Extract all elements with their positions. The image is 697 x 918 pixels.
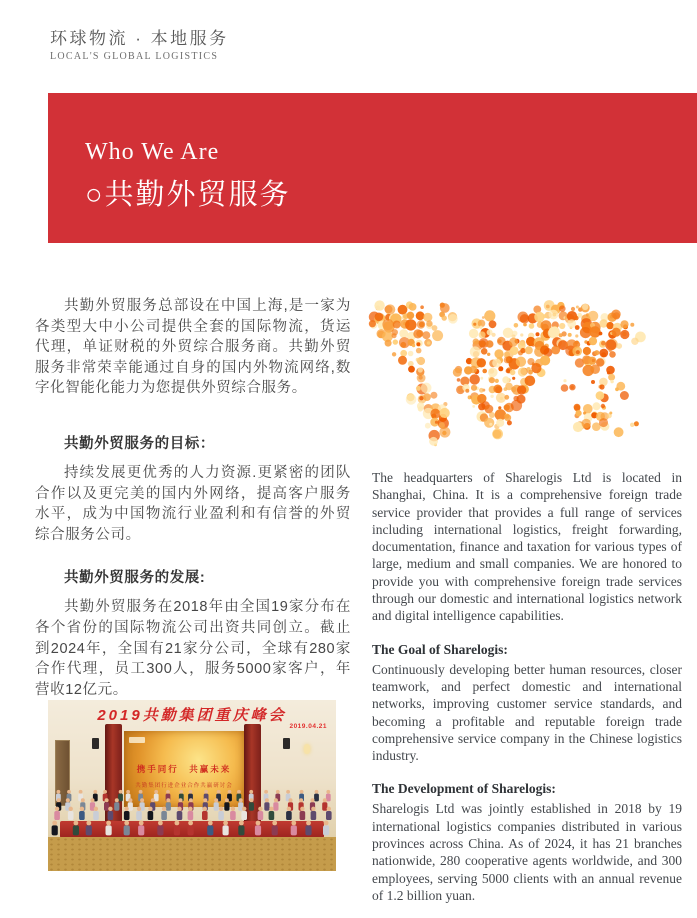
photo-date: 2019.04.21 [289,723,327,730]
goal-heading-cn: 共勤外贸服务的目标： [64,435,215,452]
intro-paragraph-en: The headquarters of Sharelogis Ltd is located in Shanghai, China. It is a comprehensive foreign trade service provider that provides a full range of services including international logistics, freight forwarding, documentation, finance and taxation for various types of large, medium and small companies. We are honored to provide you with comprehensive foreign trade services through our domestic and international logistics network and digital intelligence capabilities. [372,470,682,624]
group-photo [48,700,336,871]
photo-screen-slogan: 携手同行 共赢未来 [136,763,232,774]
photo-banner-title: 2019共勤集团重庆峰会 [97,707,287,724]
hero-banner [48,93,697,243]
goal-paragraph-cn: 持续发展更优秀的人力资源.更紧密的团队合作以及更完美的国内外网络，提高客户服务水平，成为中国物流行业盈利和有信誉的外贸综合服务公司。 [35,464,351,543]
hero-eyebrow: Who We Are [85,139,220,165]
chinese-column [35,296,351,700]
intro-paragraph-cn: 共勤外贸服务总部设在中国上海,是一家为各类型大中小公司提供全套的国际物流，货运代理，单证财税的外贸综合服务商。共勤外贸服务非常荣幸能通过自身的国内外物流网络,数字化智能化能力为您提供外贸综合服务。 [35,298,351,397]
goal-paragraph-en: Continuously developing better human resources, closer teamwork, and perfect domestic and international networks, improving customer service standards, and becoming a profitable and reputable foreign trade comprehensive service company in the Chinese logistics industry. [372,661,682,764]
world-map-bubbles-icon [360,294,662,456]
photo-screen-subtitle: 共勤集团行进企业合作共赢研讨会 [135,783,233,790]
development-heading-en: The Development of Sharelogis: [372,781,556,797]
world-map-image [360,294,662,456]
brand-title-cn: 环球物流 · 本地服务 [50,29,229,48]
brand-title-en: LOCAL'S GLOBAL LOGISTICS [50,51,219,62]
goal-heading-en: The Goal of Sharelogis: [372,641,508,657]
english-column [372,469,682,904]
hero-title: ○共勤外贸服务 [85,179,291,211]
development-heading-cn: 共勤外贸服务的发展: [64,570,206,587]
brand-lockup [50,24,229,62]
development-paragraph-en: Sharelogis Ltd was jointly established in 2018 by 19 international logistics companies distributed in various provinces across China. As of 2024, it has 21 branches nationwide, 280 cooperative agents worldwide, and 300 employees, serving 5000 clients with an annual revenue of 1.2 billion yuan. [372,801,682,903]
development-paragraph-cn: 共勤外贸服务在2018年由全国19家分布在各个省份的国际物流公司出资共同创立。截止到2024年，全国有21家分公司，全球有280家合作代理，员工300人，服务5000家客户，年营收12亿元。 [35,599,351,698]
